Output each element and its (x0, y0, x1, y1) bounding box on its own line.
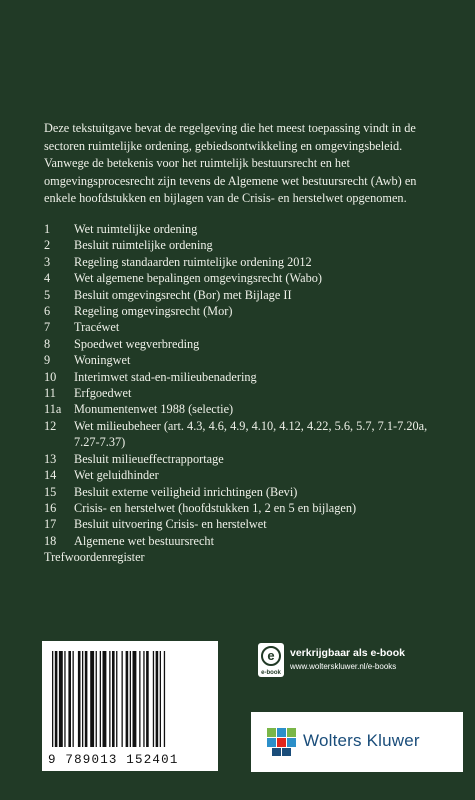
toc-item (44, 237, 454, 253)
toc-number: 4 (44, 271, 51, 286)
toc-title: Besluit uitvoering Crisis- en herstelwet (74, 517, 267, 532)
toc-title: Besluit ruimtelijke ordening (74, 238, 213, 253)
toc-title: Wet algemene bepalingen omgevingsrecht (Wabo) (74, 271, 322, 286)
toc-item (44, 385, 454, 401)
toc-item (44, 533, 454, 549)
publisher-logo-box (251, 712, 463, 772)
toc-title: Spoedwet wegverbreding (74, 336, 200, 351)
toc-number: 8 (44, 336, 51, 351)
toc-number: 3 (44, 254, 51, 269)
toc-number: 18 (44, 533, 57, 548)
toc-number: 5 (44, 287, 51, 302)
toc-number: 14 (44, 468, 57, 483)
toc-item (44, 270, 454, 286)
toc-item (44, 418, 454, 451)
toc-number: 12 (44, 418, 57, 433)
toc-title: Wet ruimtelijke ordening (74, 222, 198, 236)
ebook-icon: e e-book (258, 643, 284, 677)
toc-item (44, 221, 454, 237)
toc-title: Wet milieubeheer (art. 4.3, 4.6, 4.9, 4.10, 4.12, 4.22, 5.6, 5.7, 7.1-7.20a, 7.27-7.37) (74, 418, 428, 450)
toc-title: Erfgoedwet (74, 386, 132, 401)
barcode-bars (50, 651, 210, 749)
ebook-icon-label: e-book (261, 670, 281, 676)
toc-item (44, 287, 454, 303)
toc-number: 16 (44, 500, 57, 515)
toc-item (44, 352, 454, 368)
toc-title: Wet geluidhinder (74, 468, 159, 483)
ebook-url: www.wolterskluwer.nl/e-books (290, 662, 397, 671)
toc-item (44, 500, 454, 516)
toc-title: Regeling omgevingsrecht (Mor) (74, 304, 233, 319)
toc-title: Interimwet stad-en-milieubenadering (74, 369, 257, 384)
toc-item (44, 336, 454, 352)
wolters-kluwer-logo-icon (265, 728, 297, 756)
toc-number: 6 (44, 304, 51, 319)
toc-item (44, 254, 454, 270)
toc-title: Besluit omgevingsrecht (Bor) met Bijlage II (74, 287, 292, 302)
toc-title: Regeling standaarden ruimtelijke ordening 2012 (74, 254, 312, 269)
toc-item (44, 303, 454, 319)
toc-item (44, 484, 454, 500)
toc-title: Besluit milieueffectrapportage (74, 451, 224, 466)
intro-paragraph: Deze tekstuitgave bevat de regelgeving die het meest toepassing vindt in de sectoren ruimtelijke ordening, gebiedsontwikkeling en omgevingsbeleid. Vanwege de betekenis voor het ruimtelijk bestuursrecht en het omgevingsprocesrecht zijn tevens de Algemene wet bestuursrecht (Awb) en enkele hoofdstukken en bijlagen van de Crisis- en herstelwet opgenomen. (44, 121, 417, 205)
toc-item (44, 369, 454, 385)
barcode-number: 9 789013 152401 (48, 753, 179, 767)
table-of-contents (44, 221, 454, 566)
toc-number: 17 (44, 517, 57, 532)
toc-title: Woningwet (74, 353, 131, 368)
publisher-name: Wolters Kluwer (303, 731, 420, 750)
ebook-availability: verkrijgbaar als e-book (290, 647, 405, 659)
toc-number: 9 (44, 353, 51, 368)
toc-number: 1 (44, 222, 51, 236)
toc-register: Trefwoordenregister (44, 550, 145, 565)
barcode (42, 641, 218, 771)
toc-title: Crisis- en herstelwet (hoofdstukken 1, 2 en 5 en bijlagen) (74, 500, 357, 515)
ebook-notice (258, 643, 458, 683)
toc-title: Besluit externe veiligheid inrichtingen (Bevi) (74, 484, 298, 499)
toc-title: Monumentenwet 1988 (selectie) (74, 402, 234, 417)
toc-title: Algemene wet bestuursrecht (74, 533, 214, 548)
toc-item (44, 516, 454, 532)
toc-number: 15 (44, 484, 57, 499)
toc-number: 7 (44, 320, 51, 335)
toc-item (44, 319, 454, 335)
toc-number: 10 (44, 369, 57, 384)
toc-item (44, 401, 454, 417)
toc-number: 2 (44, 238, 51, 253)
toc-number: 13 (44, 451, 57, 466)
toc-item (44, 467, 454, 483)
toc-number: 11a (44, 402, 62, 417)
toc-item (44, 451, 454, 467)
toc-title: Tracéwet (74, 320, 120, 335)
toc-number: 11 (44, 386, 56, 401)
